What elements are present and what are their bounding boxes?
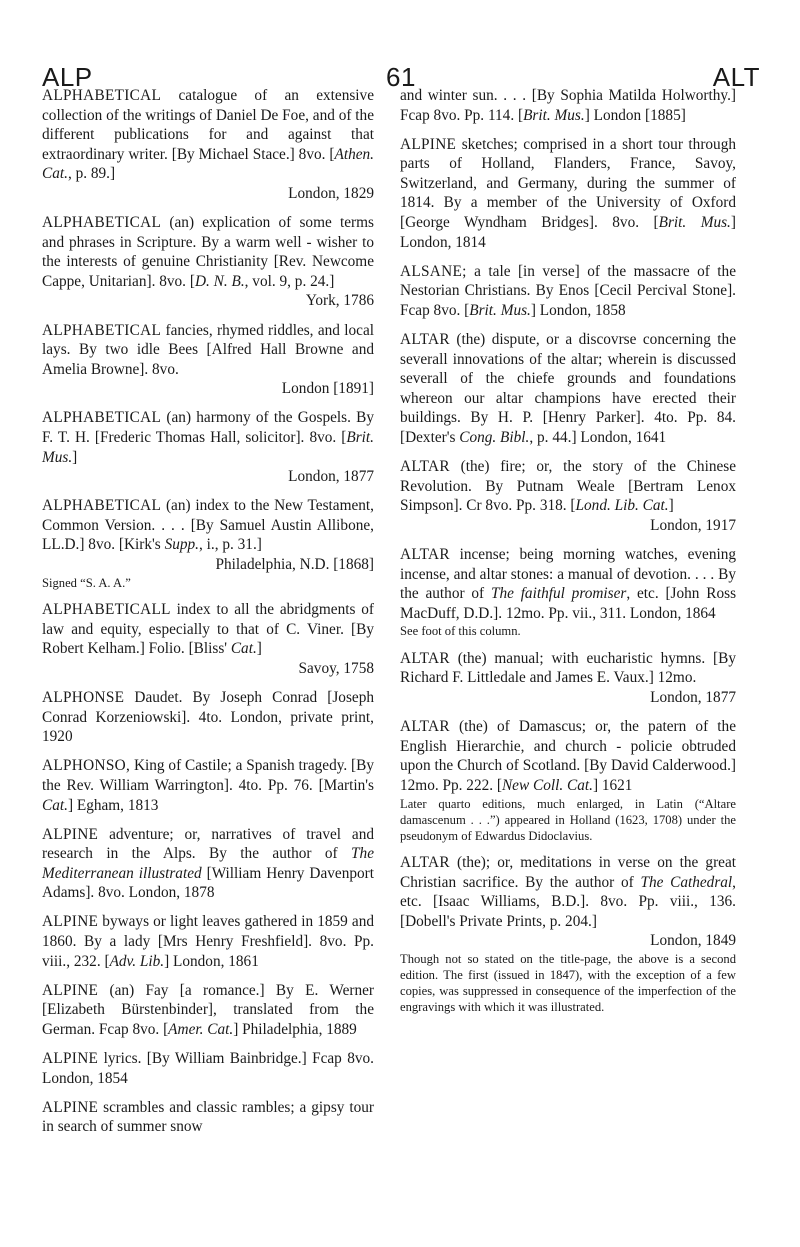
entry-description: catalogue of an extensive collection of the writings of Daniel De Foe, and of the different publications for and against that extraordinary writer. [By Michael Stace.] 8vo. [ (42, 87, 374, 163)
entry-headword: ALPINE (42, 913, 99, 931)
catalogue-entry (42, 912, 374, 971)
entry-headword: ALTAR (400, 649, 450, 667)
entry-headword: ALPHONSO, (42, 757, 131, 775)
entry-description: (the) dispute, or a discovrse concerning the severall innovations of the altar; wherein is discussed severall of the chiefe grounds and foundations whereon our altar champions have erected their buildings. By H. P. [Henry Parker]. 4to. Pp. 84. [Dexter's (400, 331, 736, 446)
catalogue-entry (400, 135, 736, 253)
entry-reference: Brit. Mus. (469, 301, 531, 319)
entry-text (400, 717, 736, 795)
entry-description: (an) harmony of the Gospels. By F. T. H. [Frederic Thomas Hall, solicitor]. 8vo. [ (42, 409, 374, 446)
catalogue-entry (400, 853, 736, 1015)
entry-reference: Brit. Mus. (658, 214, 731, 232)
entry-headword: ALPHABETICAL (42, 409, 162, 427)
entry-note: Signed “S. A. A.” (42, 575, 131, 590)
catalogue-entry (400, 86, 736, 125)
entry-description: fancies, rhymed riddles, and local lays. By two idle Bees [Alfred Hall Browne and Amelia Browne]. 8vo. (42, 321, 374, 378)
entry-reference: Amer. Cat. (168, 1020, 234, 1038)
entry-text (42, 688, 374, 747)
entry-note: Though not so stated on the title-page, the above is a second edition. The first (issued in 1847), with the exception of a few copies, was suppressed in consequence of the imperfection of the engravings with which it was illustrated. (400, 951, 736, 1014)
entry-imprint: London [1891] (281, 380, 374, 398)
entry-description-tail: [William Henry Davenport Adams]. 8vo. London, 1878 (42, 864, 374, 902)
entry-text (42, 825, 374, 903)
entry-text (42, 213, 374, 291)
entry-text (42, 408, 374, 467)
entry-imprint: London, 1877 (288, 468, 374, 486)
entry-headword: ALPINE (42, 981, 99, 999)
left-column (42, 86, 374, 1146)
entry-reference: Adv. Lib. (109, 952, 165, 970)
entry-description: (the); or, meditations in verse on the great Christian sacrifice. By the author of (400, 854, 736, 891)
entry-imprint: Philadelphia, N.D. [1868] (215, 556, 374, 574)
entry-description: scrambles and classic rambles; a gipsy tour in search of summer snow (42, 1098, 374, 1136)
entry-text (42, 981, 374, 1040)
entry-description: (the) manual; with eucharistic hymns. [By Richard F. Littledale and James E. Vaux.] 12mo. (400, 649, 736, 687)
catalogue-entry (42, 86, 374, 204)
entry-reference: D. N. B. (194, 272, 245, 290)
entry-description-tail: ] London, 1861 (164, 952, 259, 970)
entry-imprint: London, 1849 (650, 932, 736, 950)
entry-description: Daudet. By Joseph Conrad [Joseph Conrad Korzeniowski]. 4to. London, private print, 1920 (42, 689, 374, 746)
entry-text (42, 496, 374, 555)
entry-description-tail: ] 1621 (592, 776, 633, 794)
entry-text (42, 600, 374, 659)
catalogue-entry (42, 600, 374, 678)
catalogue-entry (400, 545, 736, 639)
entry-text (42, 321, 374, 380)
catalogue-entry (400, 330, 736, 448)
entry-headword: ALPHABETICAL (42, 321, 162, 339)
catalogue-entry (42, 1098, 374, 1137)
catalogue-entry (42, 321, 374, 399)
catalogue-entry (400, 457, 736, 535)
entry-description-tail: , vol. 9, p. 24.] (244, 272, 335, 290)
running-header (42, 20, 760, 92)
entry-headword: ALTAR (400, 331, 450, 349)
entry-text (42, 1098, 374, 1137)
entry-description: King of Castile; a Spanish tragedy. [By the Rev. William Warrington]. 4to. Pp. 76. [Martin's (42, 757, 374, 794)
entry-text (400, 457, 736, 516)
entry-headword: ALPHABETICAL (42, 214, 162, 232)
entry-reference: New Coll. Cat. (501, 776, 593, 794)
entry-text (400, 853, 736, 931)
entry-reference: The Mediterranean illustrated (42, 845, 374, 882)
entry-description: sketches; comprised in a short tour through parts of Holland, Flanders, France, Savoy, Switzerland, and Germany, during the summer of 1814. By a member of the University of Oxford [George Wyndham Bridges]. 8vo. [ (400, 135, 737, 232)
entry-reference: The Cathedral (640, 873, 733, 891)
entry-description-tail: ] London, 1814 (400, 214, 736, 251)
entry-description: index to all the abridgments of law and equity, especially to that of C. Viner. [By Robert Kelham.] Folio. [Bliss' (42, 601, 374, 658)
entry-description-tail: , p. 44.] London, 1641 (529, 429, 667, 446)
catalogue-entry (42, 1049, 374, 1088)
catalogue-entry (400, 262, 736, 321)
entry-imprint: London, 1829 (288, 184, 374, 202)
entry-reference: Brit. Mus. (42, 429, 374, 466)
entry-description-tail: , i., p. 31.] (198, 536, 262, 554)
entry-reference: Cat. (42, 796, 68, 814)
entry-description-tail: ] London [1885] (584, 106, 686, 124)
entry-reference: Cat. (230, 640, 257, 658)
entry-text (42, 912, 374, 971)
entry-headword: ALPINE (42, 1098, 99, 1116)
entry-headword: ALPHABETICAL (42, 497, 162, 515)
catalogue-entry (42, 496, 374, 590)
entry-text (400, 330, 736, 448)
entry-headword: ALPHONSE (42, 689, 125, 707)
entry-headword: ALPHABETICALL (42, 601, 171, 619)
entry-description: byways or light leaves gathered in 1859 and 1860. By a lady [Mrs Henry Freshfield]. 8vo. Pp. viii., 232. [ (42, 913, 375, 970)
entry-headword: ALTAR (400, 458, 450, 476)
entry-description-tail: ] (256, 640, 262, 658)
entry-description: (the) of Damascus; or, the patern of the English Hierarchie, and church - policie obtruded upon the Church of Scotland. [By David Calderwood.] 12mo. Pp. 222. [ (400, 718, 736, 794)
entry-description: lyrics. [By William Bainbridge.] Fcap 8vo. London, 1854 (42, 1050, 374, 1087)
entry-headword: ALPINE (42, 825, 99, 843)
entry-reference: Athen. Cat. (42, 145, 374, 183)
entry-note: See foot of this column. (400, 624, 521, 639)
catalogue-entry (42, 756, 374, 815)
entry-headword: ALTAR (400, 718, 450, 736)
catalogue-entry (42, 408, 374, 486)
entry-imprint: London, 1877 (650, 689, 736, 707)
catalogue-entry (400, 717, 736, 843)
entry-description: and winter sun. . . . [By Sophia Matilda Holworthy.] Fcap 8vo. Pp. 114. [ (400, 87, 736, 124)
header-right-guide-word: ALT (712, 62, 760, 92)
entry-text (400, 262, 736, 321)
entry-description: a tale [in verse] of the massacre of the Nestorian Christians. By Enos [Cecil Percival Stone]. Fcap 8vo. [ (400, 262, 736, 319)
entry-imprint: York, 1786 (305, 292, 374, 310)
entry-text (42, 1049, 374, 1088)
catalogue-entry (42, 688, 374, 747)
entry-description: (the) fire; or, the story of the Chinese Revolution. By Putnam Weale [Bertram Lenox Simpson]. Cr 8vo. Pp. 318. [ (400, 458, 736, 515)
entry-description-tail: , etc. [John Ross MacDuff, D.D.]. 12mo. Pp. vii., 311. London, 1864 (400, 585, 737, 622)
entry-imprint: Savoy, 1758 (298, 659, 374, 677)
entry-description: adventure; or, narratives of travel and research in the Alps. By the author of (42, 825, 374, 863)
entry-description: (an) index to the New Testament, Common Version. . . . [By Samuel Austin Allibone, LL.D.] 8vo. [Kirk's (42, 497, 374, 554)
entry-reference: Cong. Bibl. (459, 429, 530, 446)
entry-headword: ALTAR (400, 854, 450, 871)
entry-description-tail: ] London, 1858 (530, 301, 626, 319)
entry-headword: ALSANE; (400, 262, 467, 280)
entry-reference: Supp. (164, 536, 199, 554)
entry-note: Later quarto editions, much enlarged, in Latin (“Altare damascenum . . .”) appeared in Holland (1623, 1708) under the pseudonym of Edwardus Didoclavius. (400, 796, 736, 843)
catalogue-entry (400, 649, 736, 708)
catalogue-entry (42, 213, 374, 311)
entry-text (42, 86, 374, 184)
entry-reference: The faithful promiser (490, 585, 627, 603)
entry-reference: Lond. Lib. Cat. (575, 497, 669, 515)
entry-text (400, 86, 736, 125)
entry-description: (an) explication of some terms and phrases in Scripture. By a warm well - wisher to the interests of genuine Christianity [Rev. Newcome Cappe, Unitarian]. 8vo. [ (42, 214, 374, 290)
catalogue-entry (42, 981, 374, 1040)
entry-text (400, 135, 736, 253)
entry-description: incense; being morning watches, evening incense, and altar stones: a manual of devotion. . . . By the author of (400, 545, 737, 603)
catalogue-entry (42, 825, 374, 903)
entry-headword: ALPINE (400, 135, 457, 153)
entry-headword: ALTAR (400, 545, 450, 563)
entry-text (42, 756, 374, 815)
entry-headword: ALPHABETICAL (42, 87, 162, 104)
entry-description-tail: ] (72, 448, 78, 466)
entry-description: (an) Fay [a romance.] By E. Werner [Elizabeth Bürstenbinder], translated from the German. Fcap 8vo. [ (42, 981, 374, 1038)
right-column (400, 86, 736, 1024)
entry-description-tail: ] (668, 497, 674, 515)
entry-description-tail: ] Philadelphia, 1889 (233, 1020, 357, 1038)
entry-description-tail: , p. 89.] (67, 165, 116, 183)
entry-description-tail: , etc. [Isaac Williams, B.D.]. 8vo. Pp. viii., 136. [Dobell's Private Prints, p. 204.] (400, 873, 736, 930)
entry-description-tail: ] Egham, 1813 (67, 796, 159, 814)
entry-headword: ALPINE (42, 1050, 99, 1068)
header-left-guide-word: ALP (42, 62, 93, 92)
entry-reference: Brit. Mus. (523, 106, 585, 124)
entry-imprint: London, 1917 (650, 516, 736, 534)
entry-text (400, 545, 736, 623)
entry-text (400, 649, 736, 688)
page-number: 61 (386, 62, 416, 92)
